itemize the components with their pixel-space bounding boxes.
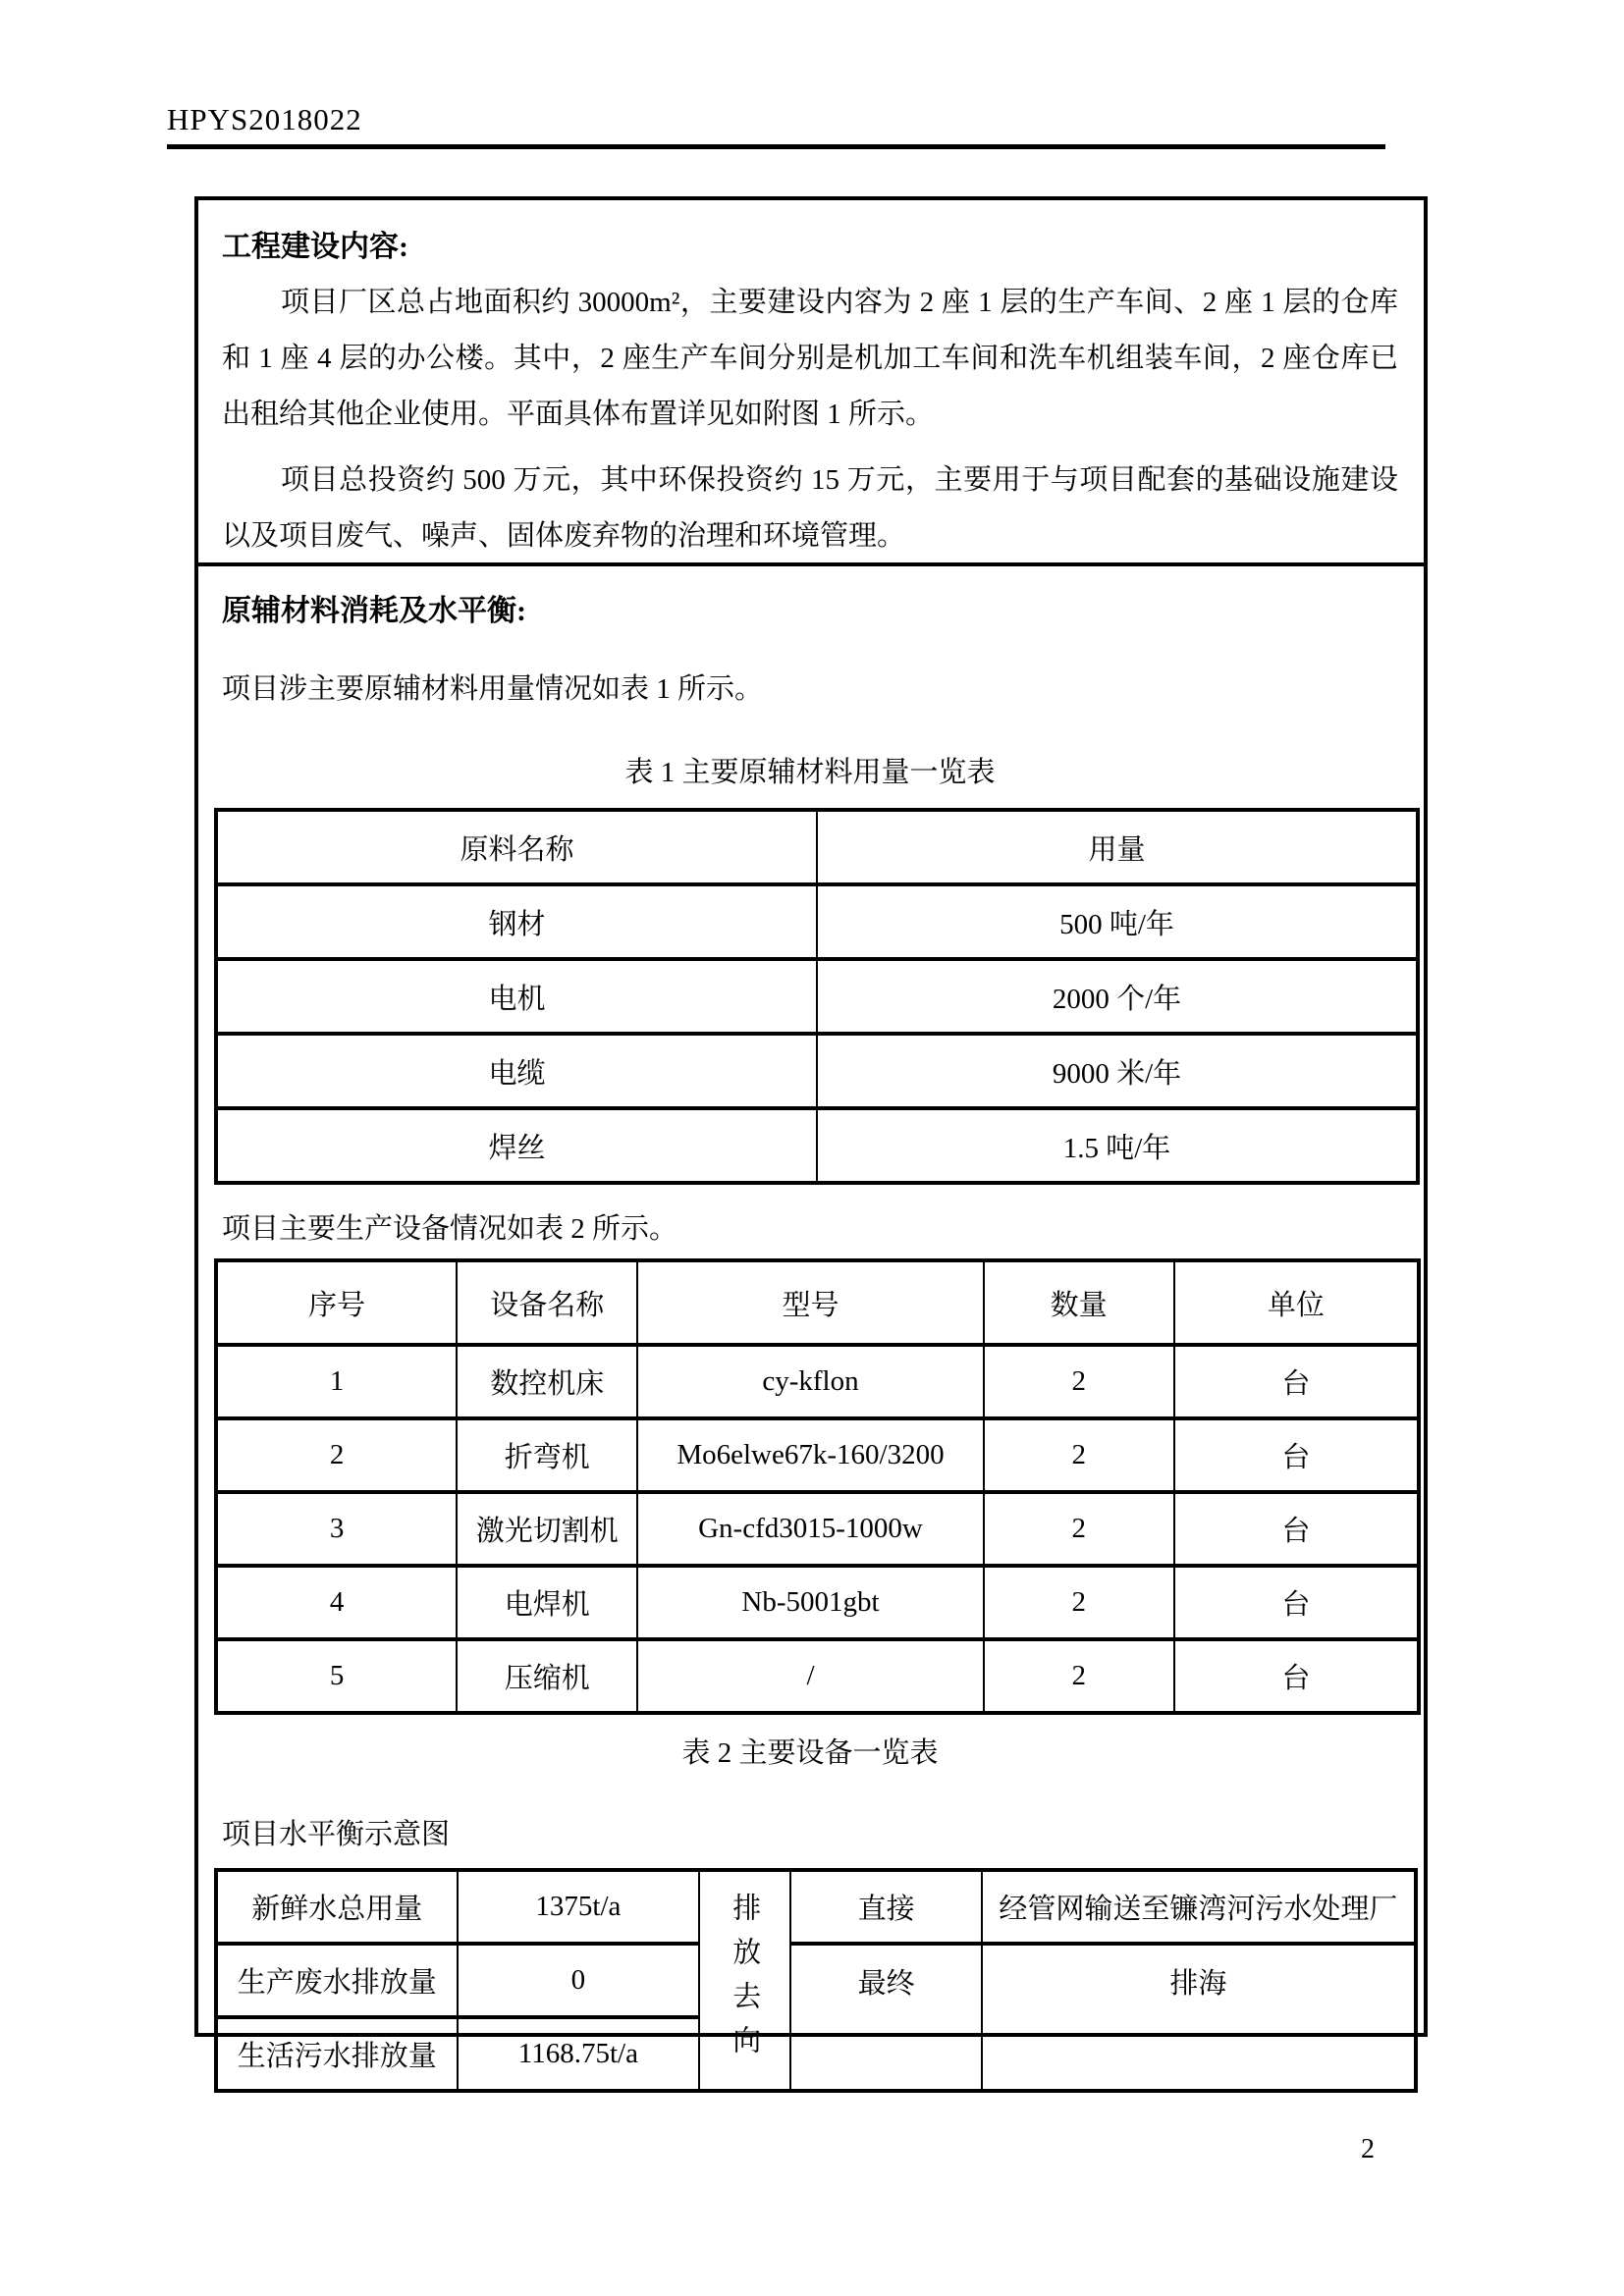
header-code: HPYS2018022 xyxy=(167,102,362,136)
construction-heading: 工程建设内容: xyxy=(222,231,408,263)
table-cell: 数控机床 xyxy=(457,1345,637,1418)
table-row xyxy=(216,1639,1419,1713)
table-row xyxy=(216,1566,1419,1639)
discharge-direction-cell: 排放去向 xyxy=(699,1870,790,2091)
equipment-intro: 项目主要生产设备情况如表 2 所示。 xyxy=(222,1213,678,1245)
table-cell: 1 xyxy=(216,1345,457,1418)
table1-caption: 表 1 主要原辅材料用量一览表 xyxy=(624,757,996,788)
table-cell: cy-kflon xyxy=(637,1345,983,1418)
water-balance-table xyxy=(214,1868,1418,2093)
table-row xyxy=(216,2017,1416,2091)
page-number: 2 xyxy=(1361,2134,1375,2164)
table-cell: 2 xyxy=(984,1418,1174,1492)
water-value-cell: 0 xyxy=(458,1944,700,2017)
construction-paragraph: 项目厂区总占地面积约 30000m²，主要建设内容为 2 座 1 层的生产车间、2 座 1 层的仓库和 1 座 4 层的办公楼。其中，2 座生产车间分别是机加工车间和洗车机组装车间，2 座仓库已出租给其他企业使用。平面具体布置详见如附图 1 所示。 xyxy=(222,287,1398,430)
table-cell: Nb-5001gbt xyxy=(637,1566,983,1639)
table-row xyxy=(216,1345,1419,1418)
direct-label-cell: 直接 xyxy=(790,1870,981,1944)
table-cell: 2 xyxy=(984,1345,1174,1418)
table-cell: 激光切割机 xyxy=(457,1492,637,1566)
table-row xyxy=(216,1108,1418,1183)
table-cell: 折弯机 xyxy=(457,1418,637,1492)
table-cell: 压缩机 xyxy=(457,1639,637,1713)
table-header-cell: 用量 xyxy=(817,810,1418,884)
content-box xyxy=(194,196,1428,2072)
table-cell: Gn-cfd3015-1000w xyxy=(637,1492,983,1566)
materials-intro: 项目涉主要原辅材料用量情况如表 1 所示。 xyxy=(222,673,764,705)
construction-section xyxy=(198,200,1424,566)
table-header-cell: 单位 xyxy=(1174,1260,1419,1345)
table-cell: 5 xyxy=(216,1639,457,1713)
table-cell: 台 xyxy=(1174,1418,1419,1492)
table-cell: 台 xyxy=(1174,1639,1419,1713)
table-header-cell: 序号 xyxy=(216,1260,457,1345)
construction-paragraph: 项目总投资约 500 万元，其中环保投资约 15 万元，主要用于与项目配套的基础设施建设以及项目废气、噪声、固体废弃物的治理和环境管理。 xyxy=(222,464,1398,552)
table-cell: 4 xyxy=(216,1566,457,1639)
table-row xyxy=(216,1418,1419,1492)
empty-cell xyxy=(790,2017,981,2091)
materials-heading: 原辅材料消耗及水平衡: xyxy=(222,595,526,627)
table-cell: 3 xyxy=(216,1492,457,1566)
table-cell: 2 xyxy=(984,1639,1174,1713)
table-row xyxy=(216,884,1418,959)
table-cell: 2 xyxy=(216,1418,457,1492)
table-cell: 9000 米/年 xyxy=(817,1034,1418,1108)
table2-caption: 表 2 主要设备一览表 xyxy=(681,1737,939,1769)
empty-cell xyxy=(982,2017,1416,2091)
water-value-cell: 1168.75t/a xyxy=(458,2017,700,2091)
final-label-cell: 最终 xyxy=(790,1944,981,2017)
final-destination-cell: 排海 xyxy=(982,1944,1416,2017)
table-header-cell: 原料名称 xyxy=(216,810,817,884)
table-cell: 电机 xyxy=(216,959,817,1034)
materials-table xyxy=(214,808,1420,1185)
table-header-cell: 数量 xyxy=(984,1260,1174,1345)
table-cell: 1.5 吨/年 xyxy=(817,1108,1418,1183)
water-label-cell: 生活污水排放量 xyxy=(216,2017,458,2091)
materials-section xyxy=(198,566,1424,2072)
table-cell: 钢材 xyxy=(216,884,817,959)
water-value-cell: 1375t/a xyxy=(458,1870,700,1944)
table-cell: / xyxy=(637,1639,983,1713)
water-balance-title: 项目水平衡示意图 xyxy=(222,1819,451,1850)
table-row xyxy=(216,1944,1416,2017)
table-cell: 500 吨/年 xyxy=(817,884,1418,959)
table-row xyxy=(216,1034,1418,1108)
table-cell: 2 xyxy=(984,1492,1174,1566)
table-header-cell: 设备名称 xyxy=(457,1260,637,1345)
table-cell: 2000 个/年 xyxy=(817,959,1418,1034)
table-cell: 焊丝 xyxy=(216,1108,817,1183)
table-row xyxy=(216,959,1418,1034)
table-cell: 台 xyxy=(1174,1566,1419,1639)
table-cell: Mo6elwe67k-160/3200 xyxy=(637,1418,983,1492)
direct-destination-cell: 经管网输送至镰湾河污水处理厂 xyxy=(982,1870,1416,1944)
header-rule xyxy=(167,144,1385,149)
table-cell: 电缆 xyxy=(216,1034,817,1108)
table-row xyxy=(216,810,1418,884)
equipment-table xyxy=(214,1258,1421,1715)
water-label-cell: 新鲜水总用量 xyxy=(216,1870,458,1944)
table-cell: 2 xyxy=(984,1566,1174,1639)
water-label-cell: 生产废水排放量 xyxy=(216,1944,458,2017)
table-row xyxy=(216,1260,1419,1345)
table-cell: 台 xyxy=(1174,1492,1419,1566)
table-cell: 电焊机 xyxy=(457,1566,637,1639)
table-row xyxy=(216,1492,1419,1566)
table-header-cell: 型号 xyxy=(637,1260,983,1345)
table-row xyxy=(216,1870,1416,1944)
table-cell: 台 xyxy=(1174,1345,1419,1418)
